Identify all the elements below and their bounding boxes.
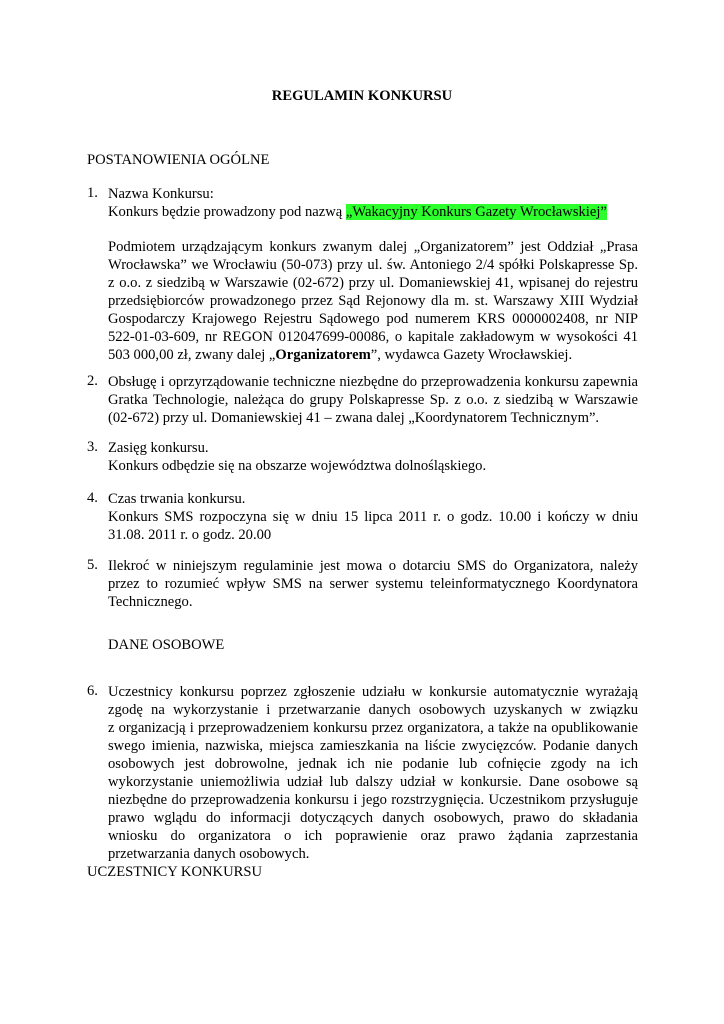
contest-name-highlight: „Wakacyjny Konkurs Gazety Wrocławskiej” bbox=[345, 204, 607, 220]
item-6-line: prawo wglądu do informacji dotyczących danych osobowych, prawo do składania bbox=[108, 810, 638, 826]
organizer-last-suffix: ”, wydawca Gazety Wrocławskiej. bbox=[370, 347, 573, 363]
item-5-line: Technicznego. bbox=[108, 594, 193, 610]
item-number-2: 2. bbox=[87, 373, 98, 389]
item-6-line: wykorzystanie uniemożliwia udział lub dalszy udział w konkursie. Dane osobowe są bbox=[108, 774, 638, 790]
item-6-line: wniosku do organizatora o ich poprawienie oraz prawo żądania zaprzestania bbox=[108, 828, 638, 844]
item-3 bbox=[108, 439, 638, 475]
item-1-label: Nazwa Konkursu: bbox=[108, 186, 214, 202]
organizer-line: z o.o. z siedzibą w Warszawie (02-672) przy ul. Domaniewskiej 41, wpisanej do rejestru bbox=[108, 275, 638, 291]
item-number-6: 6. bbox=[87, 683, 98, 699]
item-2-line: Obsługę i oprzyrządowanie techniczne niezbędne do przeprowadzenia konkursu zapewnia bbox=[108, 374, 638, 390]
item-5 bbox=[108, 557, 638, 611]
item-2-line: (02-672) przy ul. Domaniewskiej 41 – zwana dalej „Koordynatorem Technicznym”. bbox=[108, 410, 600, 426]
organizer-line: Gospodarczy Krajowego Rejestru Sądowego pod numerem KRS 0000002408, nr NIP bbox=[108, 311, 638, 327]
organizer-line: przedsiębiorców prowadzonego przez Sąd Rejonowy dla m. st. Warszawy XIII Wydział bbox=[108, 293, 638, 309]
item-3-line: Zasięg konkursu. bbox=[108, 440, 209, 456]
item-1 bbox=[108, 185, 638, 221]
item-6-line: przetwarzania danych osobowych. bbox=[108, 846, 310, 862]
item-number-4: 4. bbox=[87, 490, 98, 506]
section-heading-personal-data: DANE OSOBOWE bbox=[108, 637, 225, 653]
contest-name-line bbox=[108, 203, 638, 221]
item-5-line: Ilekroć w niniejszym regulaminie jest mowa o dotarciu SMS do Organizatora, należy bbox=[108, 558, 638, 574]
item-2 bbox=[108, 373, 638, 427]
organizer-paragraph bbox=[108, 238, 638, 364]
organizer-line: 522-01-03-609, nr REGON 012047699-00086, o kapitale zakładowym w wysokości 41 bbox=[108, 329, 638, 345]
section-heading-participants: UCZESTNICY KONKURSU bbox=[87, 864, 262, 880]
section-heading-general: POSTANOWIENIA OGÓLNE bbox=[87, 152, 270, 168]
item-6-line: niezbędne do przeprowadzenia konkursu i jego rozstrzygnięcia. Uczestnikom przysługuje bbox=[108, 792, 638, 808]
organizer-bold-term: Organizatorem bbox=[275, 347, 371, 363]
item-2-line: Gratka Technologie, należąca do grupy Polskapresse Sp. z o.o. z siedzibą w Warszawie bbox=[108, 392, 638, 408]
organizer-line: Podmiotem urządzającym konkurs zwanym dalej „Organizatorem” jest Oddział „Prasa bbox=[108, 239, 638, 255]
item-6-line: zgodę na wykorzystanie i przetwarzanie danych osobowych uzyskanych w związku bbox=[108, 702, 638, 718]
item-6-line: swego imienia, nazwiska, miejsca zamieszkania na liście zwycięzców. Podanie danych bbox=[108, 738, 638, 754]
item-number-3: 3. bbox=[87, 439, 98, 455]
document-title: REGULAMIN KONKURSU bbox=[271, 88, 453, 104]
item-6-line: z organizacją i przeprowadzeniem konkursu przez organizatora, a także na opublikowanie bbox=[108, 720, 638, 736]
item-4-line: Konkurs SMS rozpoczyna się w dniu 15 lipca 2011 r. o godz. 10.00 i kończy w dniu bbox=[108, 509, 638, 525]
item-4-line: 31.08. 2011 r. o godz. 20.00 bbox=[108, 527, 272, 543]
item-6-line: osobowych jest dobrowolne, jednak ich nie podanie lub cofnięcie zgody na ich bbox=[108, 756, 638, 772]
organizer-last-prefix: 503 000,00 zł, zwany dalej „ bbox=[108, 347, 276, 363]
item-3-line: Konkurs odbędzie się na obszarze województwa dolnośląskiego. bbox=[108, 458, 487, 474]
item-5-line: przez to rozumieć wpływ SMS na serwer systemu teleinformatycznego Koordynatora bbox=[108, 576, 638, 592]
item-6-line: Uczestnicy konkursu poprzez zgłoszenie udziału w konkursie automatycznie wyrażają bbox=[108, 684, 638, 700]
organizer-last-line bbox=[108, 346, 638, 364]
item-6 bbox=[108, 683, 638, 863]
item-number-1: 1. bbox=[87, 185, 98, 201]
item-4 bbox=[108, 490, 638, 544]
organizer-line: Wrocławska” we Wrocławiu (50-073) przy ul. św. Antoniego 2/4 spółki Polskapresse Sp. bbox=[108, 257, 638, 273]
contest-name-prefix: Konkurs będzie prowadzony pod nazwą bbox=[108, 204, 346, 220]
item-4-line: Czas trwania konkursu. bbox=[108, 491, 246, 507]
item-number-5: 5. bbox=[87, 557, 98, 573]
